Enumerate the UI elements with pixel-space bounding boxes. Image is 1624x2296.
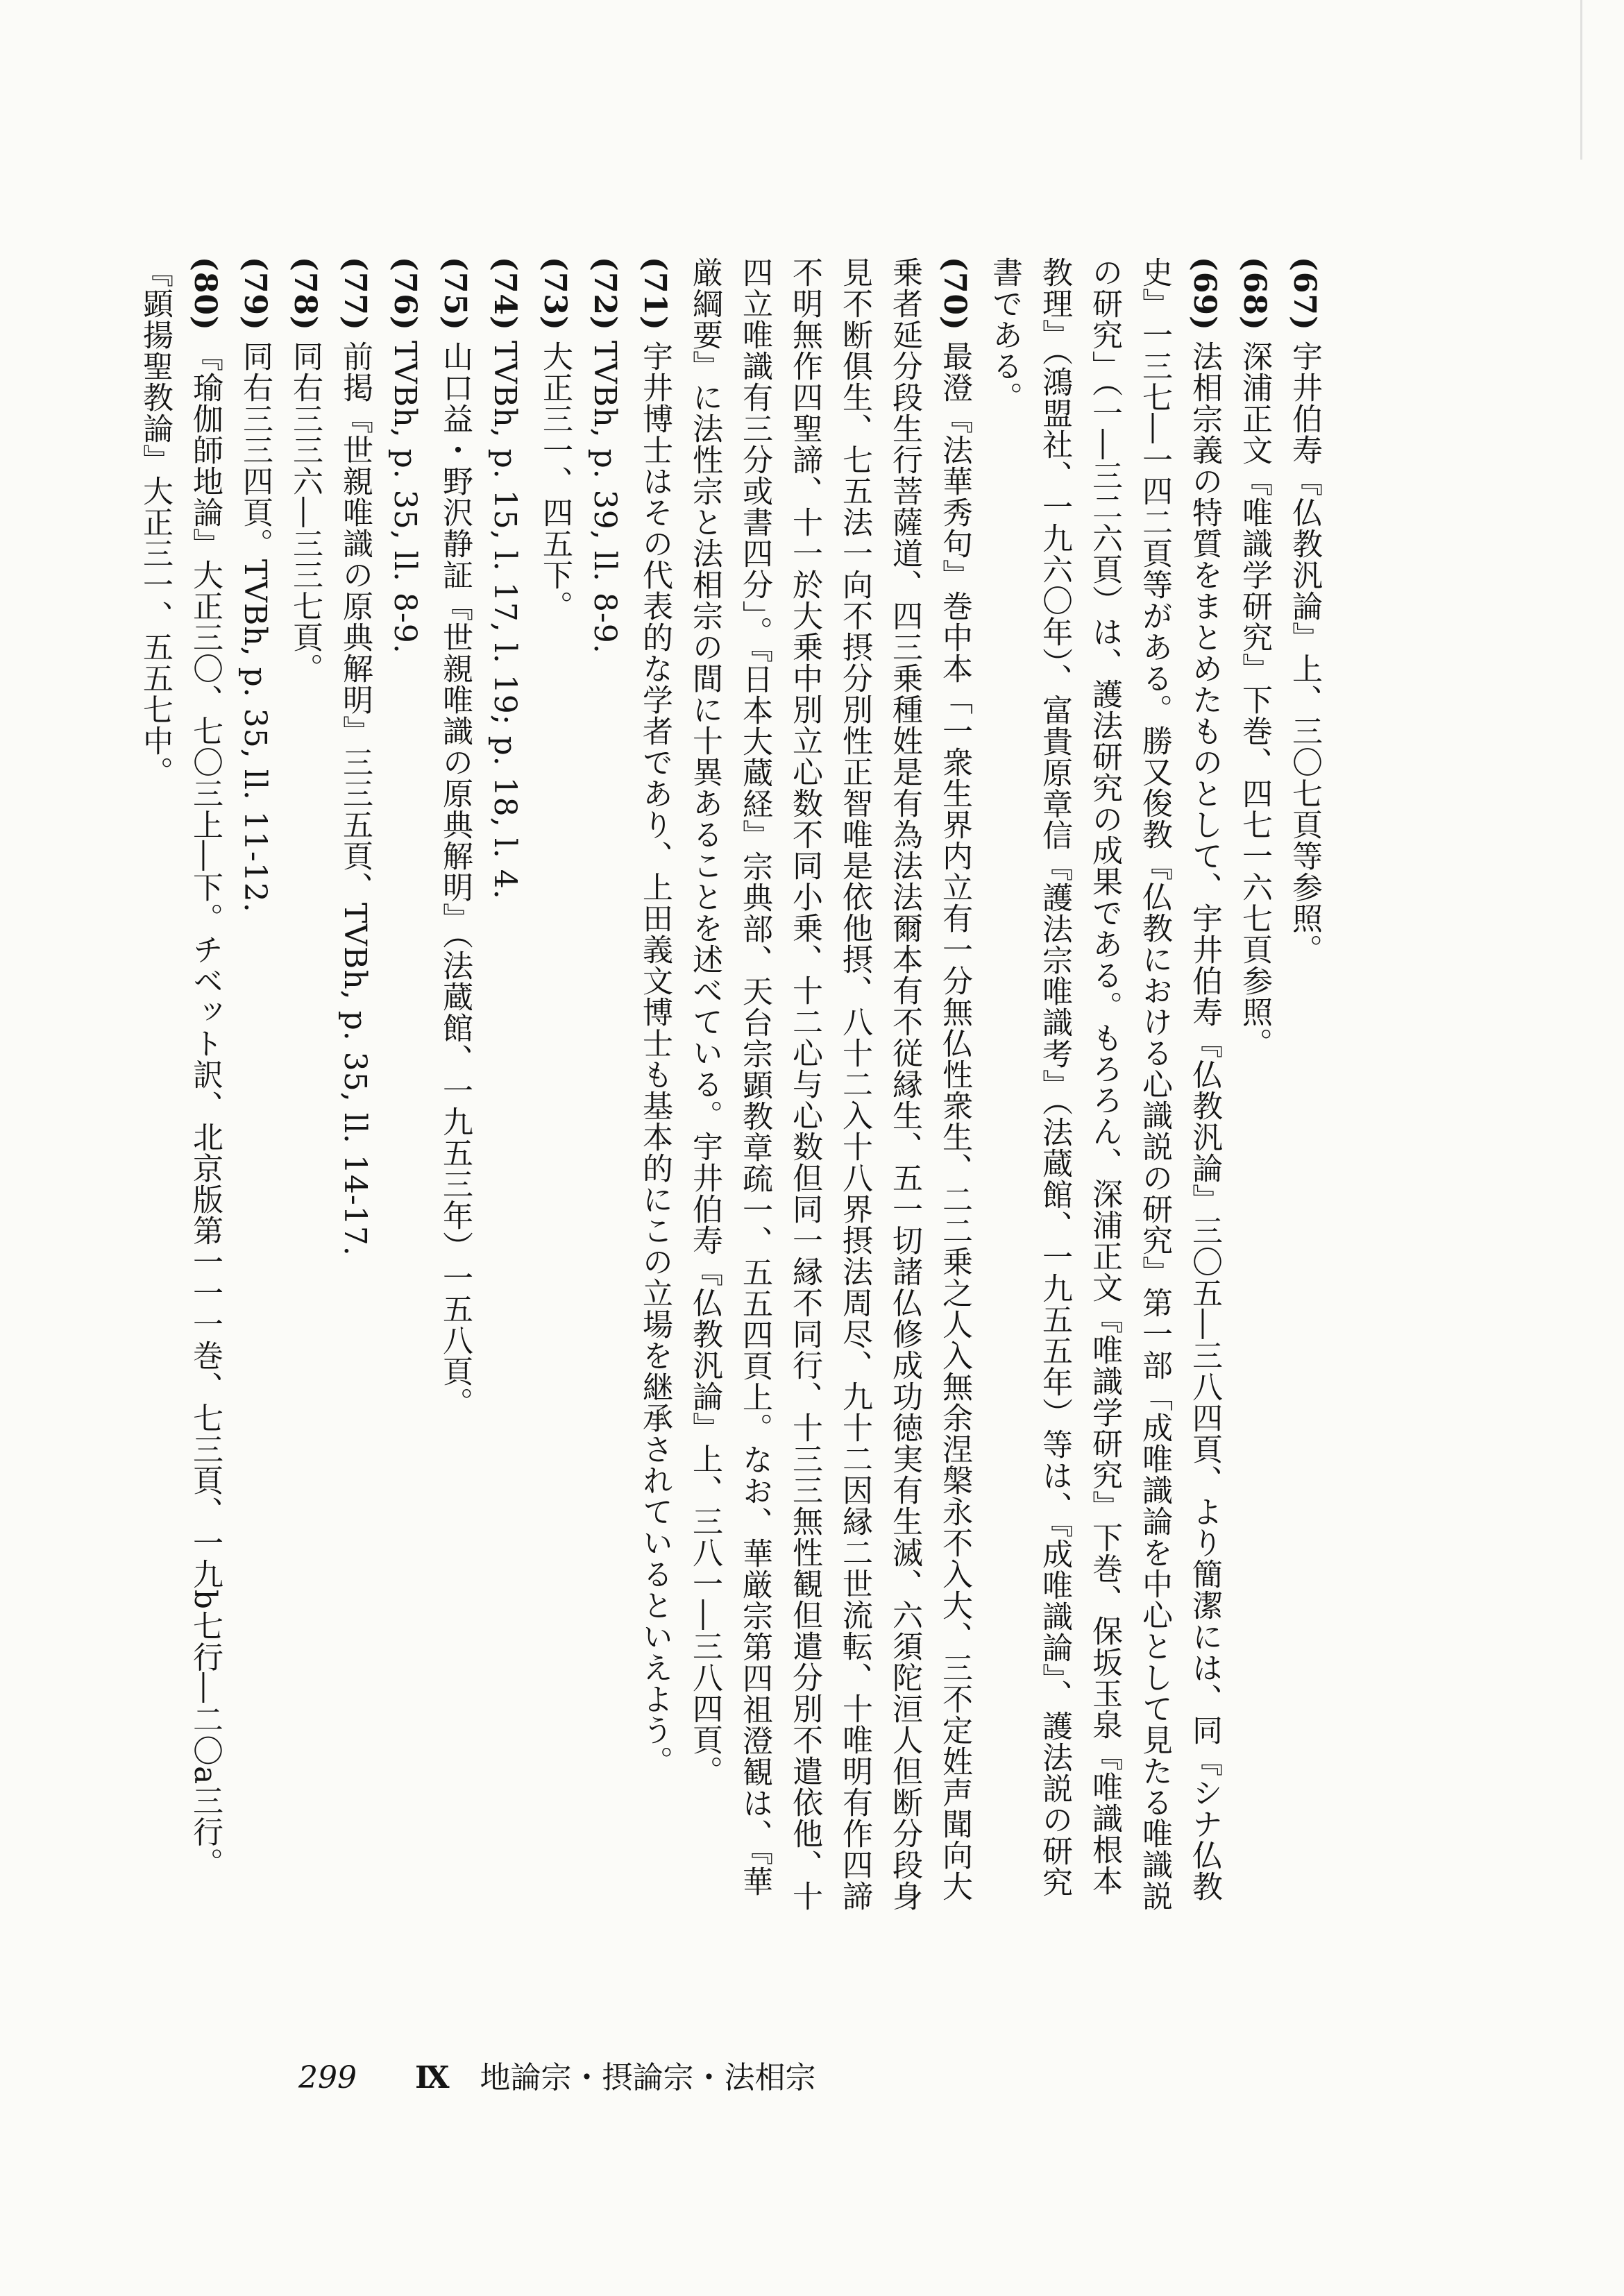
note-78 — [280, 257, 330, 1915]
note-74 — [480, 257, 530, 1915]
scan-edge-mark — [1497, 0, 1582, 160]
note-79 — [230, 257, 280, 1915]
chapter-title: 地論宗・摂論宗・法相宗 — [480, 2060, 816, 2095]
note-67 — [1279, 257, 1329, 1915]
note-number: (70) — [937, 257, 972, 331]
note-text: 同右三三六―三三七頁。 — [287, 340, 323, 684]
note-71 — [629, 257, 679, 1915]
note-text: 最澄『法華秀句』巻中本「一衆生界内立有一分無仏性衆生、二二乗之人入無余涅槃永不入大、三不定姓声聞向大乗者延分段生行菩薩道、四三乗種姓是有為法法爾本有不従縁生、五一切諸仏修成功徳実有生滅、六須陀洹人但断分段身見不断俱生、七五法一向不摂分別性正智唯是依他摂、八十二入十八界摂法周尽、九十二因縁二世流転、十唯明有作四諦不明無作四聖諦、十一於大乗中別立心数不同小乗、十二心与心数但同一縁不同行、十三三無性観但遣分別不遣依他、十四立唯識有三分或書四分」。『日本大蔵経』宗典部、天台宗顕教章疏一、五五四頁上。なお、華厳宗第四祖澄観は、『華厳綱要』に法性宗と法相宗の間に十異あることを述べている。宇井伯寿『仏教汎論』上、三八一―三八四頁。 — [687, 257, 972, 1912]
note-73 — [530, 257, 580, 1915]
endnotes-column-block — [130, 257, 1329, 1915]
note-76 — [380, 257, 430, 1915]
note-text: TVBh, p. 15, l. 17, l. 19; p. 18, l. 4. — [487, 340, 523, 900]
note-text: TVBh, p. 39, ll. 8-9. — [587, 340, 623, 654]
note-number: (76) — [387, 257, 423, 331]
note-text: 宇井博士はその代表的な学者であり、上田義文博士も基本的にこの立場を継承されているといえよう。 — [637, 340, 673, 1777]
note-number: (78) — [287, 257, 323, 331]
note-text: 宇井伯寿『仏教汎論』上、三〇七頁等参照。 — [1287, 340, 1322, 965]
note-number: (74) — [487, 257, 523, 331]
note-75 — [430, 257, 480, 1915]
note-number: (69) — [1187, 257, 1222, 331]
note-number: (71) — [637, 257, 673, 331]
note-69 — [979, 257, 1229, 1915]
note-number: (79) — [237, 257, 273, 331]
note-68 — [1229, 257, 1279, 1915]
note-number: (73) — [537, 257, 573, 331]
note-text: 山口益・野沢静証『世親唯識の原典解明』（法蔵館、一九五三年）一五八頁。 — [437, 340, 473, 1418]
note-text: TVBh, p. 35, ll. 8-9. — [387, 340, 423, 654]
note-text: 法相宗義の特質をまとめたものとして、宇井伯寿『仏教汎論』三〇五―三八四頁、より簡潔には、同『シナ仏教史』一三七―一四二頁等がある。勝又俊教『仏教における心識説の研究』第一部「成唯識論を中心として見たる唯識説の研究」（一―三二六頁）は、護法研究の成果である。もろろん、深浦正文『唯識学研究』下巻、保坂玉泉『唯識根本教理』（鴻盟社、一九六〇年）、富貴原章信『護法宗唯識考』（法蔵館、一九五五年）等は、『成唯識論』、護法説の研究書である。 — [987, 257, 1222, 1912]
note-text: 同右三三四頁。TVBh, p. 35, ll. 11-12. — [237, 340, 273, 913]
page-number: 299 — [298, 2060, 357, 2095]
note-number: (77) — [337, 257, 373, 331]
note-text: 大正三一、四五下。 — [537, 340, 573, 622]
note-number: (72) — [587, 257, 623, 331]
chapter-numeral: Ⅸ — [414, 2060, 450, 2095]
note-text: 前掲『世親唯識の原典解明』三三五頁、TVBh, p. 35, ll. 14-17. — [337, 340, 373, 1257]
note-77 — [330, 257, 380, 1915]
note-number: (67) — [1287, 257, 1322, 331]
note-72 — [580, 257, 629, 1915]
note-number: (68) — [1237, 257, 1272, 331]
note-70 — [679, 257, 979, 1915]
page-footer — [298, 2052, 816, 2097]
note-text: 深浦正文『唯識学研究』下巻、四七一六七頁参照。 — [1237, 340, 1272, 1059]
note-number: (75) — [437, 257, 473, 331]
note-80 — [130, 257, 230, 1915]
note-text: 『瑜伽師地論』大正三〇、七〇三上―下。チベット訳、北京版第一一一巻、七三頁、一九b七行―二〇a三行。『顕揚聖教論』大正三一、五五七中。 — [137, 257, 223, 1879]
note-number: (80) — [187, 257, 223, 331]
